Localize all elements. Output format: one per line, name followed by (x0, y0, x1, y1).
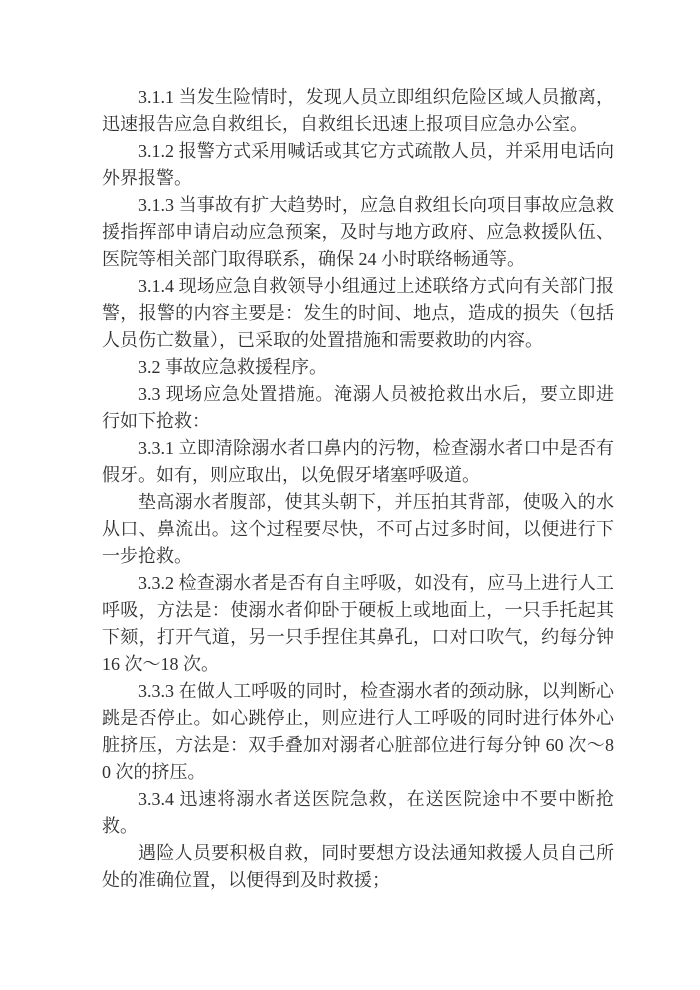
para-3-3-4: 3.3.4 迅速将溺水者送医院急救，在送医院途中不要中断抢救。 (102, 789, 614, 836)
para-3-1-4: 3.1.4 现场应急自救领导小组通过上述联络方式向有关部门报警，报警的内容主要是：发生的时间、地点，造成的损失（包括人员伤亡数量），已采取的处置措施和需要救助的内容。 (102, 276, 614, 350)
para-3-3-2: 3.3.2 检查溺水者是否有自主呼吸，如没有，应马上进行人工呼吸，方法是：使溺水者仰卧于硬板上或地面上，一只手托起其下颏，打开气道，另一只手捏住其鼻孔，口对口吹气，约每分钟 16 次～18 次。 (102, 573, 614, 674)
para-3-1-1: 3.1.1 当发生险情时，发现人员立即组织危险区域人员撤离，迅速报告应急自救组长，自救组长迅速上报项目应急办公室。 (102, 87, 614, 134)
para-3-1-2: 3.1.2 报警方式采用喊话或其它方式疏散人员，并采用电话向外界报警。 (102, 141, 614, 188)
para-3-2: 3.2 事故应急救援程序。 (138, 357, 327, 377)
document-text-block (102, 84, 614, 894)
para-3-3-1: 3.3.1 立即清除溺水者口鼻内的污物，检查溺水者口中是否有假牙。如有，则应取出，以免假牙堵塞呼吸道。 (102, 438, 614, 485)
para-3-3-1-continued: 垫高溺水者腹部，使其头朝下，并压拍其背部，使吸入的水从口、鼻流出。这个过程要尽快，不可占过多时间，以便进行下一步抢救。 (102, 492, 614, 566)
para-self-rescue: 遇险人员要积极自救，同时要想方设法通知救援人员自己所处的准确位置，以便得到及时救援； (102, 843, 614, 890)
para-3-3: 3.3 现场应急处置措施。淹溺人员被抢救出水后，要立即进行如下抢救： (102, 384, 614, 431)
para-3-1-3: 3.1.3 当事故有扩大趋势时，应急自救组长向项目事故应急救援指挥部申请启动应急预案，及时与地方政府、应急救援队伍、医院等相关部门取得联系，确保 24 小时联络畅通等。 (102, 195, 614, 269)
para-3-3-3: 3.3.3 在做人工呼吸的同时，检查溺水者的颈动脉，以判断心跳是否停止。如心跳停止，则应进行人工呼吸的同时进行体外心脏挤压，方法是：双手叠加对溺者心脏部位进行每分钟 60 次～80 次的挤压。 (102, 681, 614, 782)
